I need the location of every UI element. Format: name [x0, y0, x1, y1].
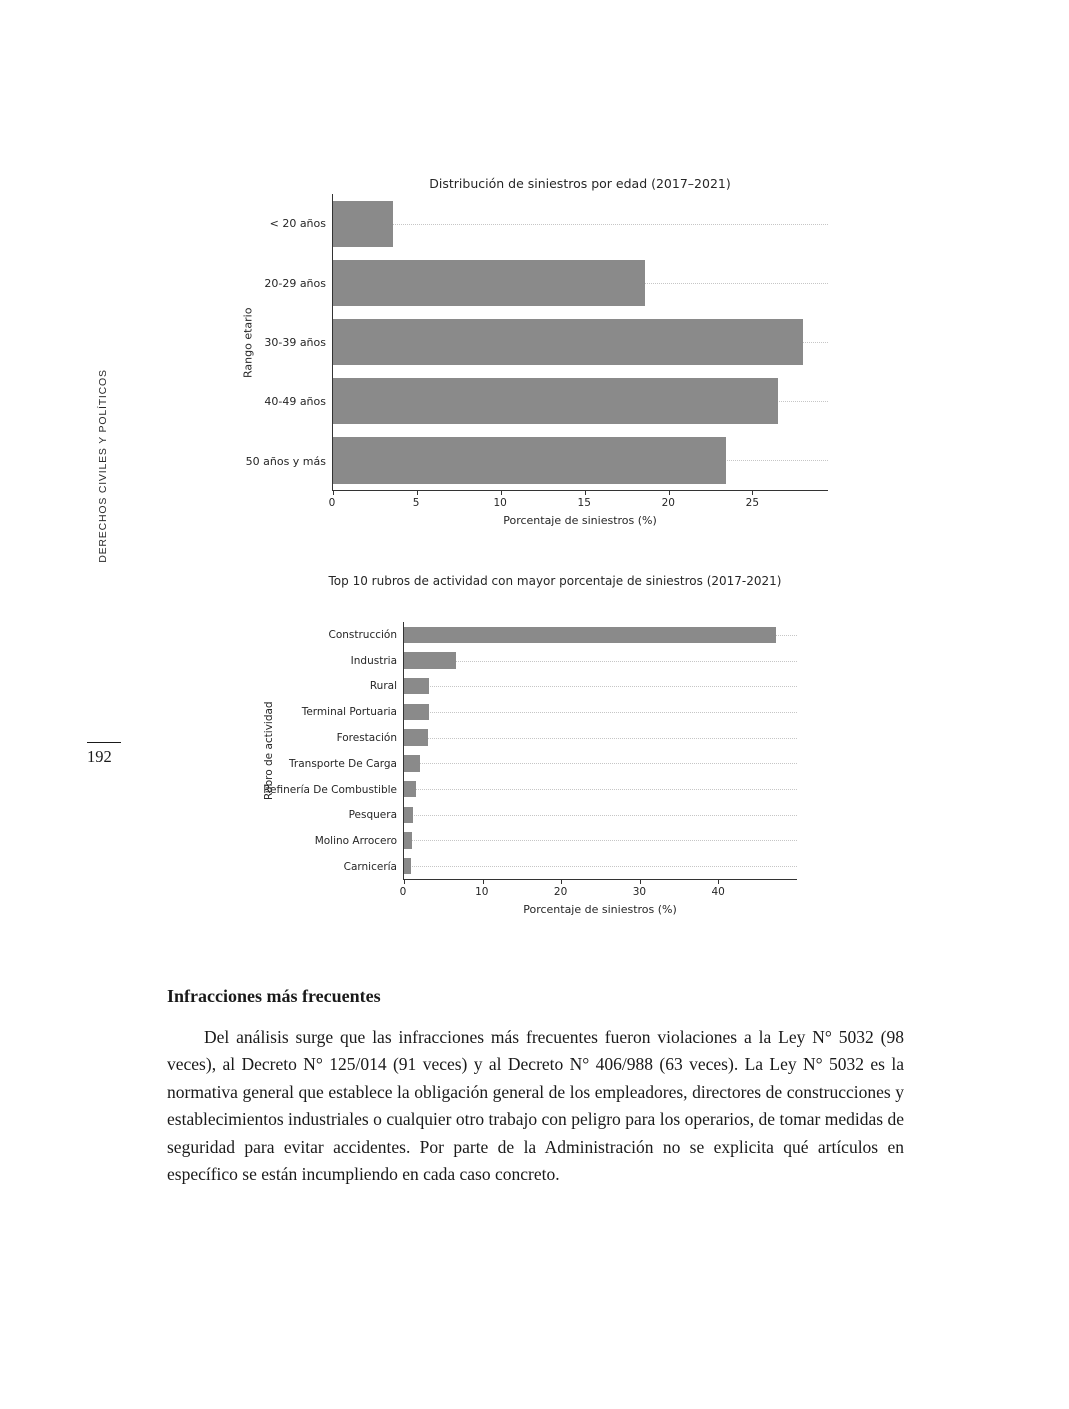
- x-tick-mark: [585, 491, 586, 495]
- bar-row: [404, 673, 797, 699]
- x-tick-label: 25: [745, 497, 760, 509]
- x-tick-mark: [333, 491, 334, 495]
- bar: [333, 260, 645, 306]
- bar-row: [333, 194, 828, 253]
- y-tick-label: Rural: [369, 680, 397, 693]
- section-heading: Infracciones más frecuentes: [167, 986, 381, 1006]
- margin-vertical-text: DERECHOS CIVILES Y POLÍTICOS: [97, 369, 109, 563]
- x-tick-label: 40: [711, 886, 725, 898]
- bar: [404, 858, 411, 874]
- page-number: 192: [87, 747, 112, 766]
- y-tick-label: Molino Arrocero: [314, 835, 397, 848]
- bar: [333, 437, 726, 483]
- bar-row: [404, 828, 797, 854]
- gridline: [404, 686, 797, 687]
- x-tick-label: 20: [661, 497, 675, 509]
- page-number-block: [87, 742, 121, 767]
- gridline: [404, 738, 797, 739]
- bar-row: [333, 372, 828, 431]
- y-tick-label: Industria: [350, 654, 397, 667]
- bar-row: [404, 725, 797, 751]
- gridline: [404, 840, 797, 841]
- bar: [333, 378, 778, 424]
- x-tick-mark: [501, 491, 502, 495]
- x-tick-mark: [752, 491, 753, 495]
- x-axis-label: Porcentaje de siniestros (%): [503, 514, 657, 527]
- x-tick-label: 10: [493, 497, 507, 509]
- bar-row: [404, 699, 797, 725]
- x-tick-mark: [483, 880, 484, 884]
- bar: [404, 755, 420, 771]
- x-tick-label: 0: [328, 497, 336, 509]
- bar: [404, 729, 428, 745]
- y-tick-label: 50 años y más: [245, 454, 326, 468]
- x-tick-label: 0: [399, 886, 407, 898]
- y-axis-label: Rubro de actividad: [263, 701, 275, 801]
- gridline: [404, 661, 797, 662]
- bar: [404, 652, 456, 668]
- y-tick-label: 20-29 años: [264, 276, 326, 290]
- chart-title: Top 10 rubros de actividad con mayor porcentaje de siniestros (2017-2021): [328, 574, 782, 588]
- plot-area: [332, 194, 828, 491]
- bar-row: [404, 802, 797, 828]
- bar: [333, 319, 803, 365]
- activity-sector-chart: [260, 574, 797, 916]
- bar: [404, 807, 413, 823]
- bar-row: [333, 253, 828, 312]
- page-number-rule: [87, 742, 121, 743]
- gridline: [404, 763, 797, 764]
- gridline: [404, 712, 797, 713]
- y-axis-label: Rango etario: [241, 307, 255, 378]
- chart-title: Distribución de siniestros por edad (2017–2021): [429, 176, 731, 191]
- bar: [333, 201, 393, 247]
- gridline: [404, 866, 797, 867]
- x-tick-labels: [399, 886, 797, 901]
- bar: [404, 704, 429, 720]
- y-tick-label: Carnicería: [343, 861, 397, 874]
- bar: [404, 781, 416, 797]
- bar-row: [404, 648, 797, 674]
- y-tick-label: 40-49 años: [264, 395, 326, 409]
- x-axis-label: Porcentaje de siniestros (%): [523, 903, 677, 916]
- y-tick-label: Construcción: [328, 628, 397, 641]
- x-tick-mark: [417, 491, 418, 495]
- x-tick-labels: [328, 497, 828, 512]
- bar-row: [404, 622, 797, 648]
- y-tick-label: Transporte De Carga: [289, 757, 397, 770]
- y-tick-label: Forestación: [336, 732, 397, 745]
- bar: [404, 832, 412, 848]
- bar-row: [333, 312, 828, 371]
- bar-row: [404, 751, 797, 777]
- y-tick-label: Pesquera: [348, 809, 397, 822]
- gridline: [333, 224, 828, 225]
- x-tick-label: 30: [632, 886, 647, 898]
- x-tick-label: 10: [475, 886, 489, 898]
- y-tick-label: Terminal Portuaria: [301, 706, 397, 719]
- bar-row: [333, 431, 828, 490]
- gridline: [404, 789, 797, 790]
- x-tick-mark: [669, 491, 670, 495]
- age-distribution-chart: [238, 176, 828, 527]
- bar: [404, 678, 429, 694]
- bar-row: [404, 776, 797, 802]
- x-tick-label: 5: [412, 497, 420, 509]
- x-tick-mark: [640, 880, 641, 884]
- y-tick-label: < 20 años: [269, 217, 326, 231]
- bar-row: [404, 853, 797, 879]
- x-tick-mark: [718, 880, 719, 884]
- bar: [404, 627, 776, 643]
- x-tick-label: 20: [553, 886, 568, 898]
- gridline: [404, 815, 797, 816]
- x-tick-mark: [561, 880, 562, 884]
- body-paragraph: Del análisis surge que las infracciones más frecuentes fueron violaciones a la Ley N° 5032 (98 veces), al Decreto N° 125/014 (91 veces) y al Decreto N° 406/988 (63 veces). La Ley N° 5032 es la normativa general que establece la obligación general de los empleadores, directores de construcciones y establecimientos industriales o cualquier otro trabajo con peligro para los operarios, de tomar medidas de seguridad para evitar accidentes. Por parte de la Administración no se explicita qué artículos en específico se están incumpliendo en cada caso concreto.: [167, 1027, 904, 1185]
- y-tick-label: Refinería De Combustible: [263, 783, 397, 796]
- plot-area: [403, 622, 797, 880]
- x-tick-mark: [404, 880, 405, 884]
- x-tick-label: 15: [577, 497, 591, 509]
- y-tick-label: 30-39 años: [264, 336, 326, 350]
